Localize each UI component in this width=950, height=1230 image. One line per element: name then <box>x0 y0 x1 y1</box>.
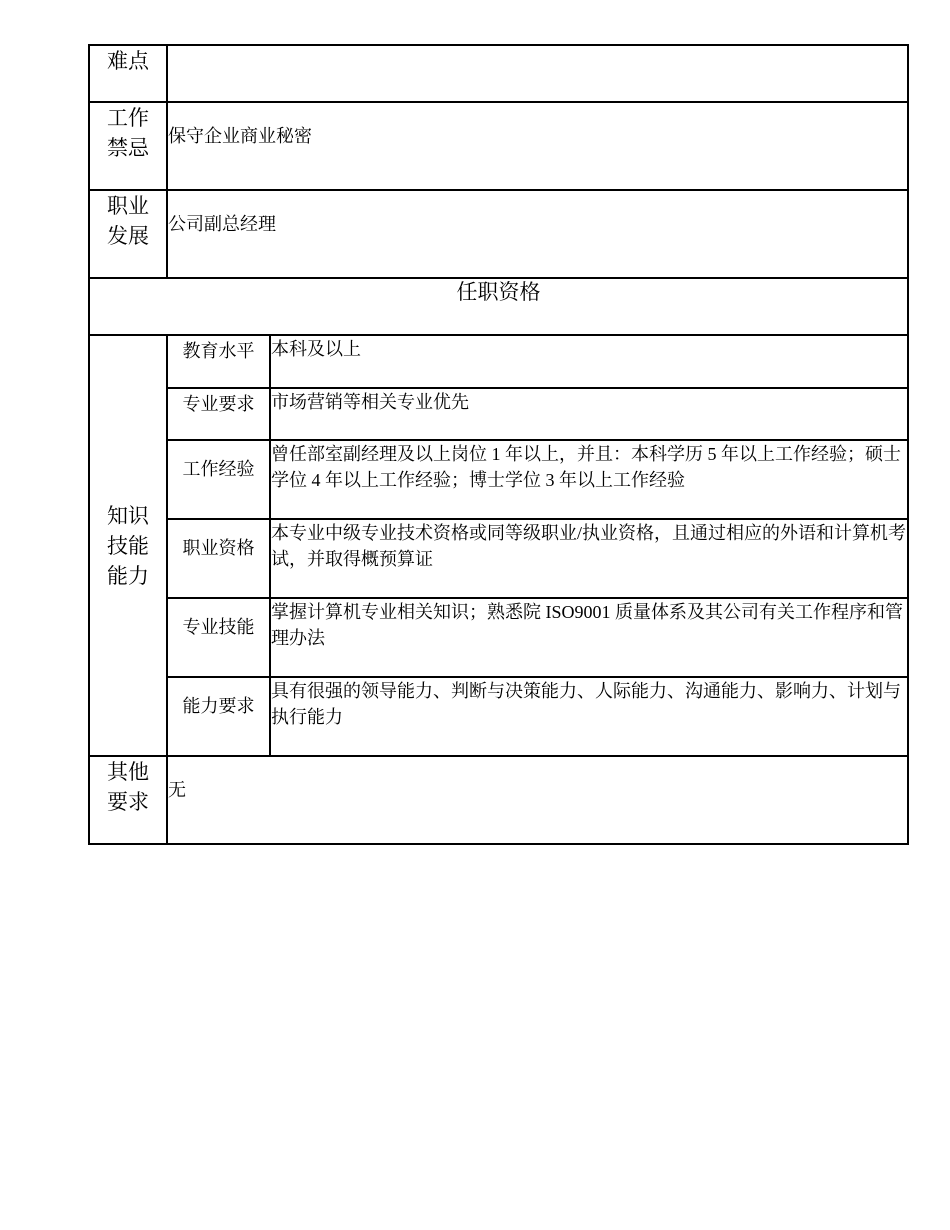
certification-label: 职业资格 <box>167 519 270 598</box>
major-label: 专业要求 <box>167 388 270 440</box>
qualification-row <box>89 677 908 756</box>
ability-value: 具有很强的领导能力、判断与决策能力、人际能力、沟通能力、影响力、计划与执行能力 <box>270 677 908 756</box>
education-label: 教育水平 <box>167 335 270 388</box>
difficulty-row <box>89 45 908 102</box>
certification-value: 本专业中级专业技术资格或同等级职业/执业资格，且通过相应的外语和计算机考试，并取得概预算证 <box>270 519 908 598</box>
other-label: 其他 要求 <box>89 756 167 844</box>
major-value: 市场营销等相关专业优先 <box>270 388 908 440</box>
qualification-row <box>89 519 908 598</box>
other-value: 无 <box>167 756 908 844</box>
difficulty-value <box>167 45 908 102</box>
experience-label: 工作经验 <box>167 440 270 519</box>
education-value: 本科及以上 <box>270 335 908 388</box>
career-row <box>89 190 908 278</box>
career-label: 职业 发展 <box>89 190 167 278</box>
difficulty-label: 难点 <box>89 45 167 102</box>
taboo-label: 工作 禁忌 <box>89 102 167 190</box>
qualification-group-label: 知识 技能 能力 <box>89 335 167 756</box>
taboo-value: 保守企业商业秘密 <box>167 102 908 190</box>
qualification-title: 任职资格 <box>89 278 908 335</box>
qualification-row <box>89 388 908 440</box>
ability-label: 能力要求 <box>167 677 270 756</box>
qualification-header-row <box>89 278 908 335</box>
qualification-row <box>89 335 908 388</box>
skills-label: 专业技能 <box>167 598 270 677</box>
experience-value: 曾任部室副经理及以上岗位 1 年以上，并且：本科学历 5 年以上工作经验；硕士学位 4 年以上工作经验；博士学位 3 年以上工作经验 <box>270 440 908 519</box>
career-value: 公司副总经理 <box>167 190 908 278</box>
qualification-row <box>89 440 908 519</box>
qualification-row <box>89 598 908 677</box>
job-description-table <box>88 44 909 845</box>
taboo-row <box>89 102 908 190</box>
other-row <box>89 756 908 844</box>
skills-value: 掌握计算机专业相关知识；熟悉院 ISO9001 质量体系及其公司有关工作程序和管理办法 <box>270 598 908 677</box>
